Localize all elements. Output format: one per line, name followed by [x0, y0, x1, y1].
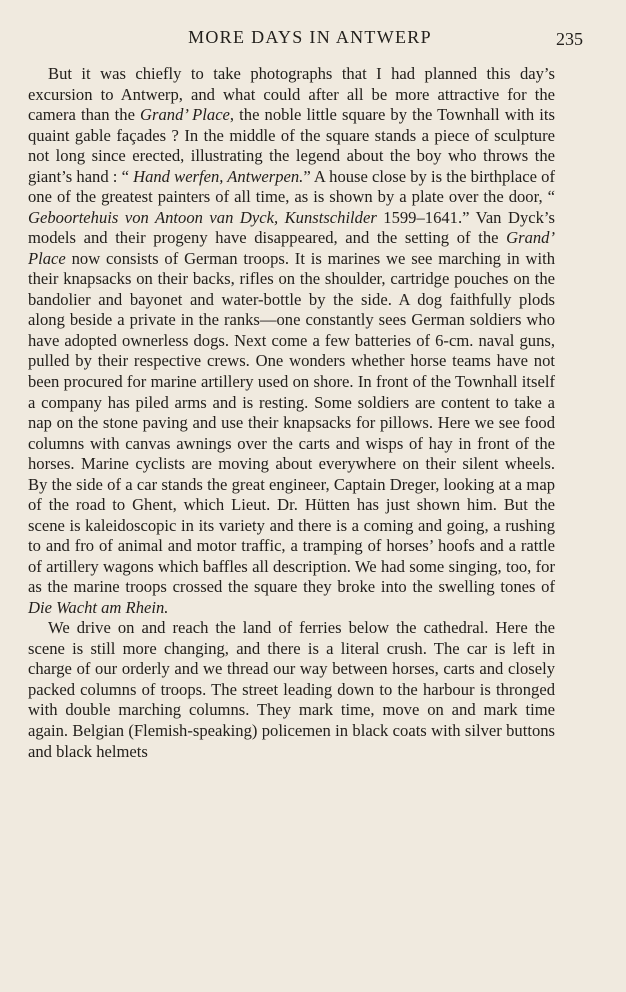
italic-segment: Geboortehuis von Antoon van Dyck, Kunstschilder — [28, 207, 377, 227]
paragraph — [28, 64, 555, 618]
text-segment: now consists of German troops. It is marines we see marching in with their knapsacks on their backs, rifles on the shoulder, cartridge pouches on the bandolier and bayonet and water-bottle by the side. A dog faithfully plods along beside a private in the ranks—one constantly sees German soldiers who have adopted ownerless dogs. Next come a few batteries of 6-cm. naval guns, pulled by their respective crews. One wonders whether horse teams have not been procured for marine artillery used on shore. In front of the Townhall itself a company has piled arms and is resting. Some soldiers are content to take a nap on the stone paving and use their knapsacks for pillows. Here we see food columns with canvas awnings over the carts and wisps of hay in front of the horses. Marine cyclists are moving about everywhere on their silent wheels. By the side of a car stands the great engineer, Captain Dreger, looking at a map of the road to Ghent, which Lieut. Dr. Hütten has just shown him. But the scene is kaleidoscopic in its variety and there is a coming and going, a rushing to and fro of animal and motor traffic, a tramping of horses’ hoofs and a rattle of artillery wagons which baffles all description. We had some singing, too, for as the marine troops crossed the square they broke into the swelling tones of — [28, 248, 555, 597]
italic-segment: Hand werfen, Antwerpen. — [133, 166, 304, 186]
body-text — [28, 64, 555, 762]
text-segment: But it was chiefly to take photographs that I had planned this day’s excursion to Antwerp, and what could after all be more attractive for the camera than the — [28, 64, 555, 125]
italic-segment: Die Wacht am Rhein. — [28, 597, 169, 617]
paragraph — [28, 618, 555, 762]
text-segment: ” A house close by is the birthplace of one of the greatest painters of all time, as is shown by a plate over the door, “ — [28, 166, 555, 207]
italic-segment: Grand’ Place — [28, 228, 555, 268]
text-segment: We drive on and reach the land of ferries below the cathedral. Here the scene is still more changing, and there is a literal crush. The car is left in charge of our orderly and we thread our way between horses, carts and closely packed columns of troops. The street leading down to the harbour is thronged with double marching columns. They mark time, move on and mark time again. Belgian (Flemish-speaking) policemen in black coats with silver buttons and black helmets — [28, 618, 555, 761]
text-segment: , the noble little square by the Townhall with its quaint gable façades ? In the middle of the square stands a piece of sculpture not long since erected, illustrating the legend about the boy who throws the giant’s hand : “ — [28, 105, 555, 186]
running-title: MORE DAYS IN ANTWERP — [188, 27, 432, 47]
text-segment: 1599–1641.” Van Dyck’s models and their progeny have disappeared, and the setting of the — [28, 207, 555, 248]
italic-segment: Grand’ Place — [140, 105, 230, 125]
page-number: 235 — [556, 29, 583, 49]
running-head — [30, 27, 590, 51]
